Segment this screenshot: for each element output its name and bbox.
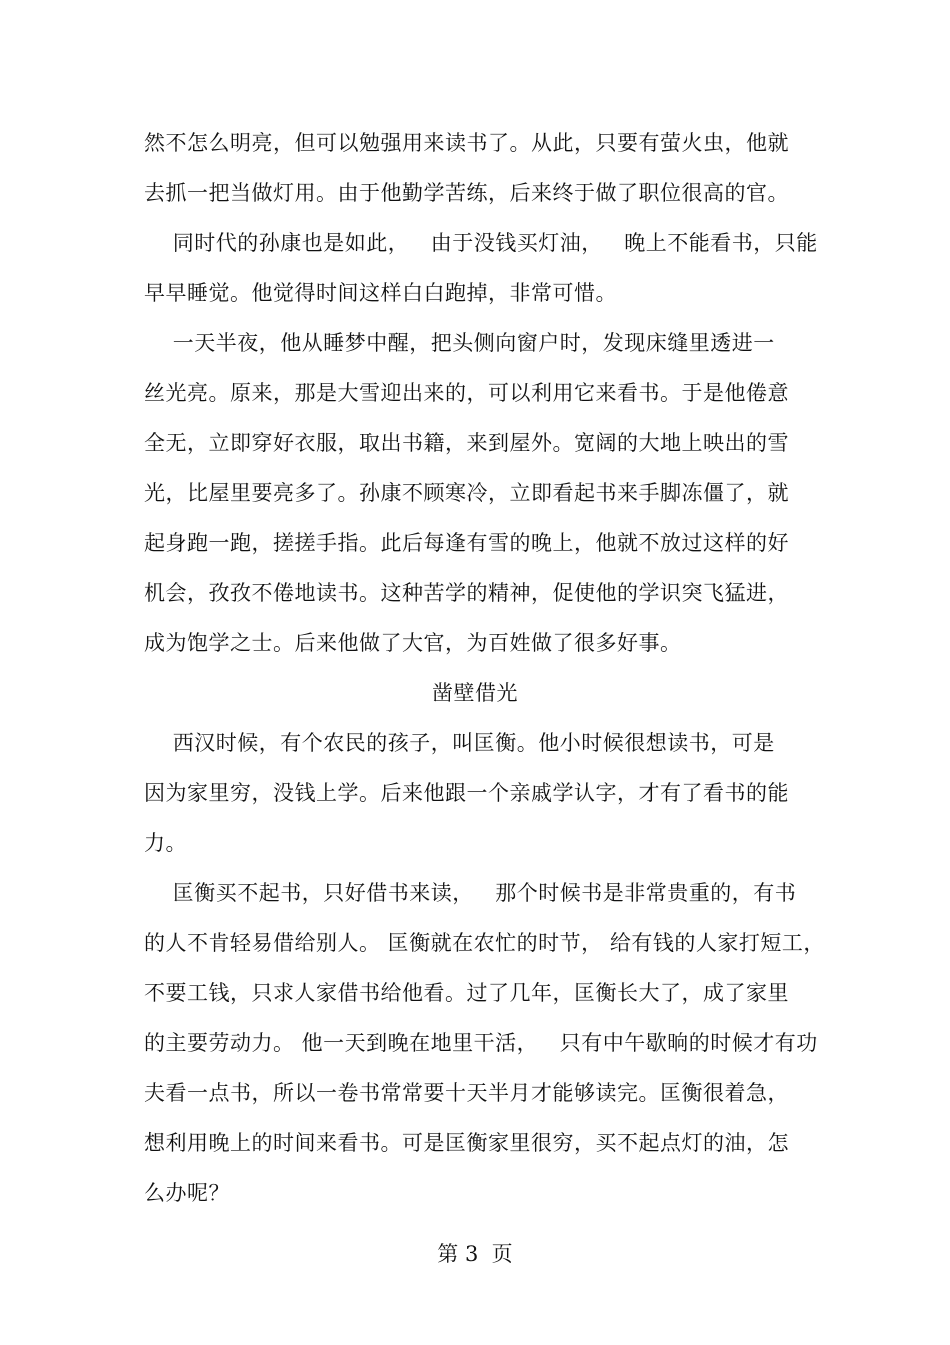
paragraph-line: 么办呢？ (144, 1181, 230, 1205)
paragraph-line: 的主要劳动力。 他一天到晚在地里干活， 只有中午歇晌的时候才有功 (144, 1031, 818, 1055)
paragraph-line: 不要工钱，只求人家借书给他看。过了几年，匡衡长大了，成了家里 (144, 981, 789, 1005)
paragraph-line: 去抓一把当做灯用。由于他勤学苦练，后来终于做了职位很高的官。 (144, 181, 789, 205)
paragraph-line: 起身跑一跑，搓搓手指。此后每逢有雪的晚上，他就不放过这样的好 (144, 531, 789, 555)
paragraph-line: 力。 (144, 831, 187, 855)
paragraph-line: 然不怎么明亮，但可以勉强用来读书了。从此，只要有萤火虫，他就 (144, 131, 789, 155)
paragraph-line: 同时代的孙康也是如此， 由于没钱买灯油， 晚上不能看书，只能 (144, 231, 818, 255)
paragraph-line: 夫看一点书，所以一卷书常常要十天半月才能够读完。匡衡很着急， (144, 1081, 789, 1105)
paragraph-line: 丝光亮。原来，那是大雪迎出来的，可以利用它来看书。于是他倦意 (144, 381, 789, 405)
page-number: 第 3 页 (437, 1242, 513, 1266)
paragraph-line: 一天半夜，他从睡梦中醒，把头侧向窗户时，发现床缝里透进一 (144, 331, 775, 355)
paragraph-line: 匡衡买不起书，只好借书来读， 那个时候书是非常贵重的，有书 (144, 881, 797, 905)
paragraph-line: 因为家里穷，没钱上学。后来他跟一个亲戚学认字，才有了看书的能 (144, 781, 789, 805)
paragraph-line: 机会，孜孜不倦地读书。这种苦学的精神，促使他的学识突飞猛进， (144, 581, 789, 605)
paragraph-line: 的人不肯轻易借给别人。 匡衡就在农忙的时节， 给有钱的人家打短工， (144, 931, 825, 955)
paragraph-line: 全无，立即穿好衣服，取出书籍，来到屋外。宽阔的大地上映出的雪 (144, 431, 789, 455)
paragraph-line: 想利用晚上的时间来看书。可是匡衡家里很穷，买不起点灯的油，怎 (144, 1131, 789, 1155)
paragraph-line: 光，比屋里要亮多了。孙康不顾寒冷，立即看起书来手脚冻僵了，就 (144, 481, 789, 505)
paragraph-line: 早早睡觉。他觉得时间这样白白跑掉，非常可惜。 (144, 281, 617, 305)
paragraph-line: 成为饱学之士。后来他做了大官，为百姓做了很多好事。 (144, 631, 682, 655)
paragraph-line: 西汉时候，有个农民的孩子，叫匡衡。他小时候很想读书，可是 (144, 731, 775, 755)
section-title: 凿壁借光 (432, 681, 518, 705)
